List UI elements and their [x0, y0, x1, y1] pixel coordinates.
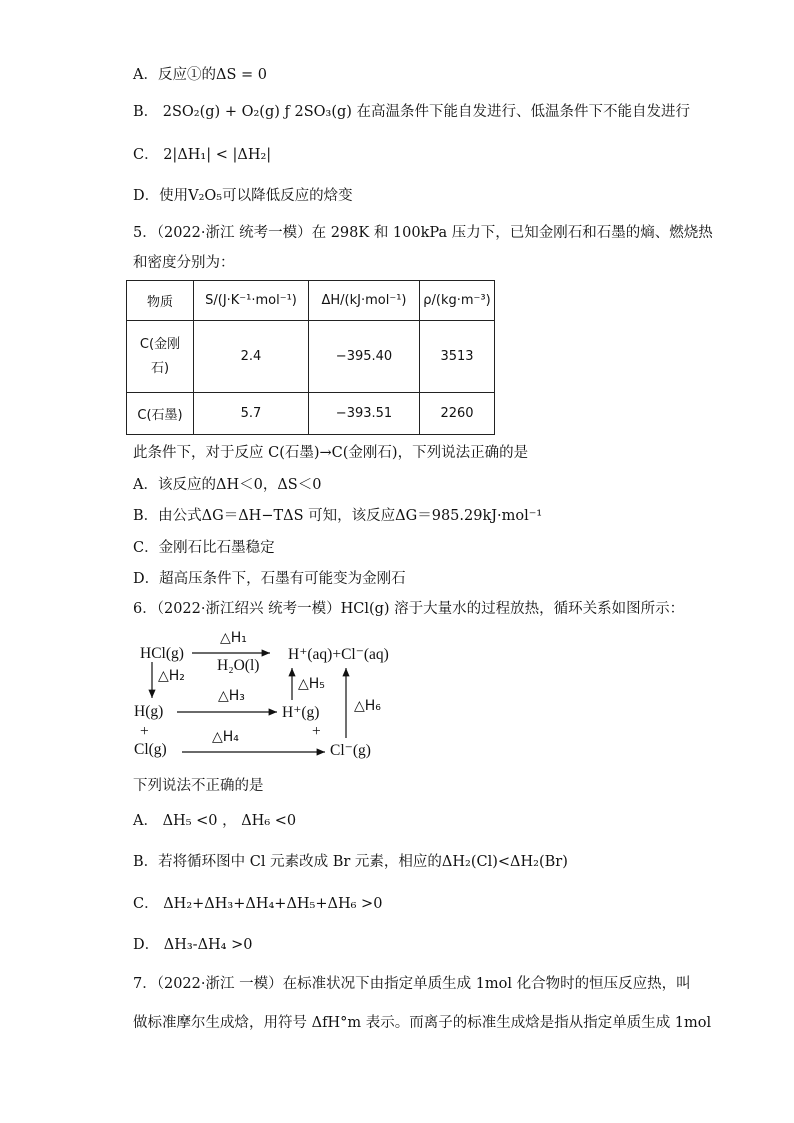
q5-data-table — [126, 280, 495, 435]
label-dh4: △H₄ — [212, 729, 239, 745]
q7-line1: 7．（2022·浙江 一模）在标准状况下由指定单质生成 1mol 化合物时的恒压反应热，叫 — [133, 976, 691, 992]
q6-question: 下列说法不正确的是 — [133, 778, 264, 794]
label-h-gas: H(g) — [134, 703, 164, 720]
q4-option-c: C． 2|ΔH₁| < |ΔH₂| — [133, 147, 272, 163]
label-dh1: △H₁ — [220, 630, 247, 646]
q5-stem-line1: 5．（2022·浙江 统考一模）在 298K 和 100kPa 压力下，已知金刚石和石墨的熵、燃烧热 — [133, 225, 713, 241]
table-cell: C(石墨) — [127, 393, 194, 435]
label-dh2: △H₂ — [158, 668, 185, 684]
table-header: S/(J·K⁻¹·mol⁻¹) — [194, 281, 309, 321]
label-dh6: △H₆ — [354, 698, 381, 714]
label-aqueous-ions: H⁺(aq)+Cl⁻(aq) — [288, 646, 389, 663]
table-cell: −393.51 — [309, 393, 420, 435]
q6-option-d: D． ΔH₃-ΔH₄ >0 — [133, 937, 253, 953]
label-water: H₂O(l) — [217, 657, 260, 674]
table-row — [127, 393, 495, 435]
table-header-row — [127, 281, 495, 321]
table-cell: 5.7 — [194, 393, 309, 435]
q5-option-b: B．由公式ΔG＝ΔH−TΔS 可知，该反应ΔG＝985.29kJ·mol⁻¹ — [133, 508, 543, 524]
q5-stem-line2: 和密度分别为： — [133, 255, 235, 271]
label-plus: + — [140, 723, 149, 740]
substance-name: C(金刚 — [139, 336, 181, 352]
label-cl-gas: Cl(g) — [134, 741, 167, 758]
label-dh3: △H₃ — [218, 688, 245, 704]
table-header: 物质 — [127, 281, 194, 321]
label-dh5: △H₅ — [298, 676, 325, 692]
table-cell: 2260 — [420, 393, 495, 435]
label-h-plus-gas: H⁺(g) — [282, 704, 320, 721]
table-header: ρ/(kg·m⁻³) — [420, 281, 495, 321]
substance-name: 石) — [150, 360, 170, 376]
table-header: ΔH/(kJ·mol⁻¹) — [309, 281, 420, 321]
label-plus: + — [312, 723, 321, 740]
table-row — [127, 321, 495, 393]
label-cl-minus-gas: Cl⁻(g) — [330, 742, 371, 759]
q4-option-d: D．使用V₂O₅可以降低反应的焓变 — [133, 188, 353, 204]
q4-option-b: B． 2SO₂(g) + O₂(g) ƒ 2SO₃(g) 在高温条件下能自发进行、低温条件下不能自发进行 — [133, 104, 691, 120]
table-cell: −395.40 — [309, 321, 420, 393]
q7-line2: 做标准摩尔生成焓，用符号 ΔfH°m 表示。而离子的标准生成焓是指从指定单质生成 1mol — [133, 1015, 712, 1031]
q4-option-a: A．反应①的ΔS = 0 — [133, 67, 267, 83]
q5-option-d: D．超高压条件下，石墨有可能变为金刚石 — [133, 571, 406, 587]
q6-option-c: C． ΔH₂+ΔH₃+ΔH₄+ΔH₅+ΔH₆ >0 — [133, 896, 383, 912]
q6-stem: 6．（2022·浙江绍兴 统考一模）HCl(g) 溶于大量水的过程放热，循环关系如图所示： — [133, 601, 685, 617]
thermochemical-cycle-diagram — [132, 628, 432, 768]
table-cell: 2.4 — [194, 321, 309, 393]
q5-option-c: C．金刚石比石墨稳定 — [133, 540, 275, 556]
q5-after-table: 此条件下，对于反应 C(石墨)→C(金刚石)，下列说法正确的是 — [133, 445, 529, 461]
table-cell: 3513 — [420, 321, 495, 393]
table-cell — [127, 321, 194, 393]
q5-option-a: A．该反应的ΔH＜0，ΔS＜0 — [133, 477, 322, 493]
label-hcl-gas: HCl(g) — [140, 645, 184, 662]
q6-option-b: B．若将循环图中 Cl 元素改成 Br 元素，相应的ΔH₂(Cl)<ΔH₂(Br) — [133, 854, 568, 870]
q6-option-a: A． ΔH₅ <0 ， ΔH₆ <0 — [133, 813, 297, 829]
